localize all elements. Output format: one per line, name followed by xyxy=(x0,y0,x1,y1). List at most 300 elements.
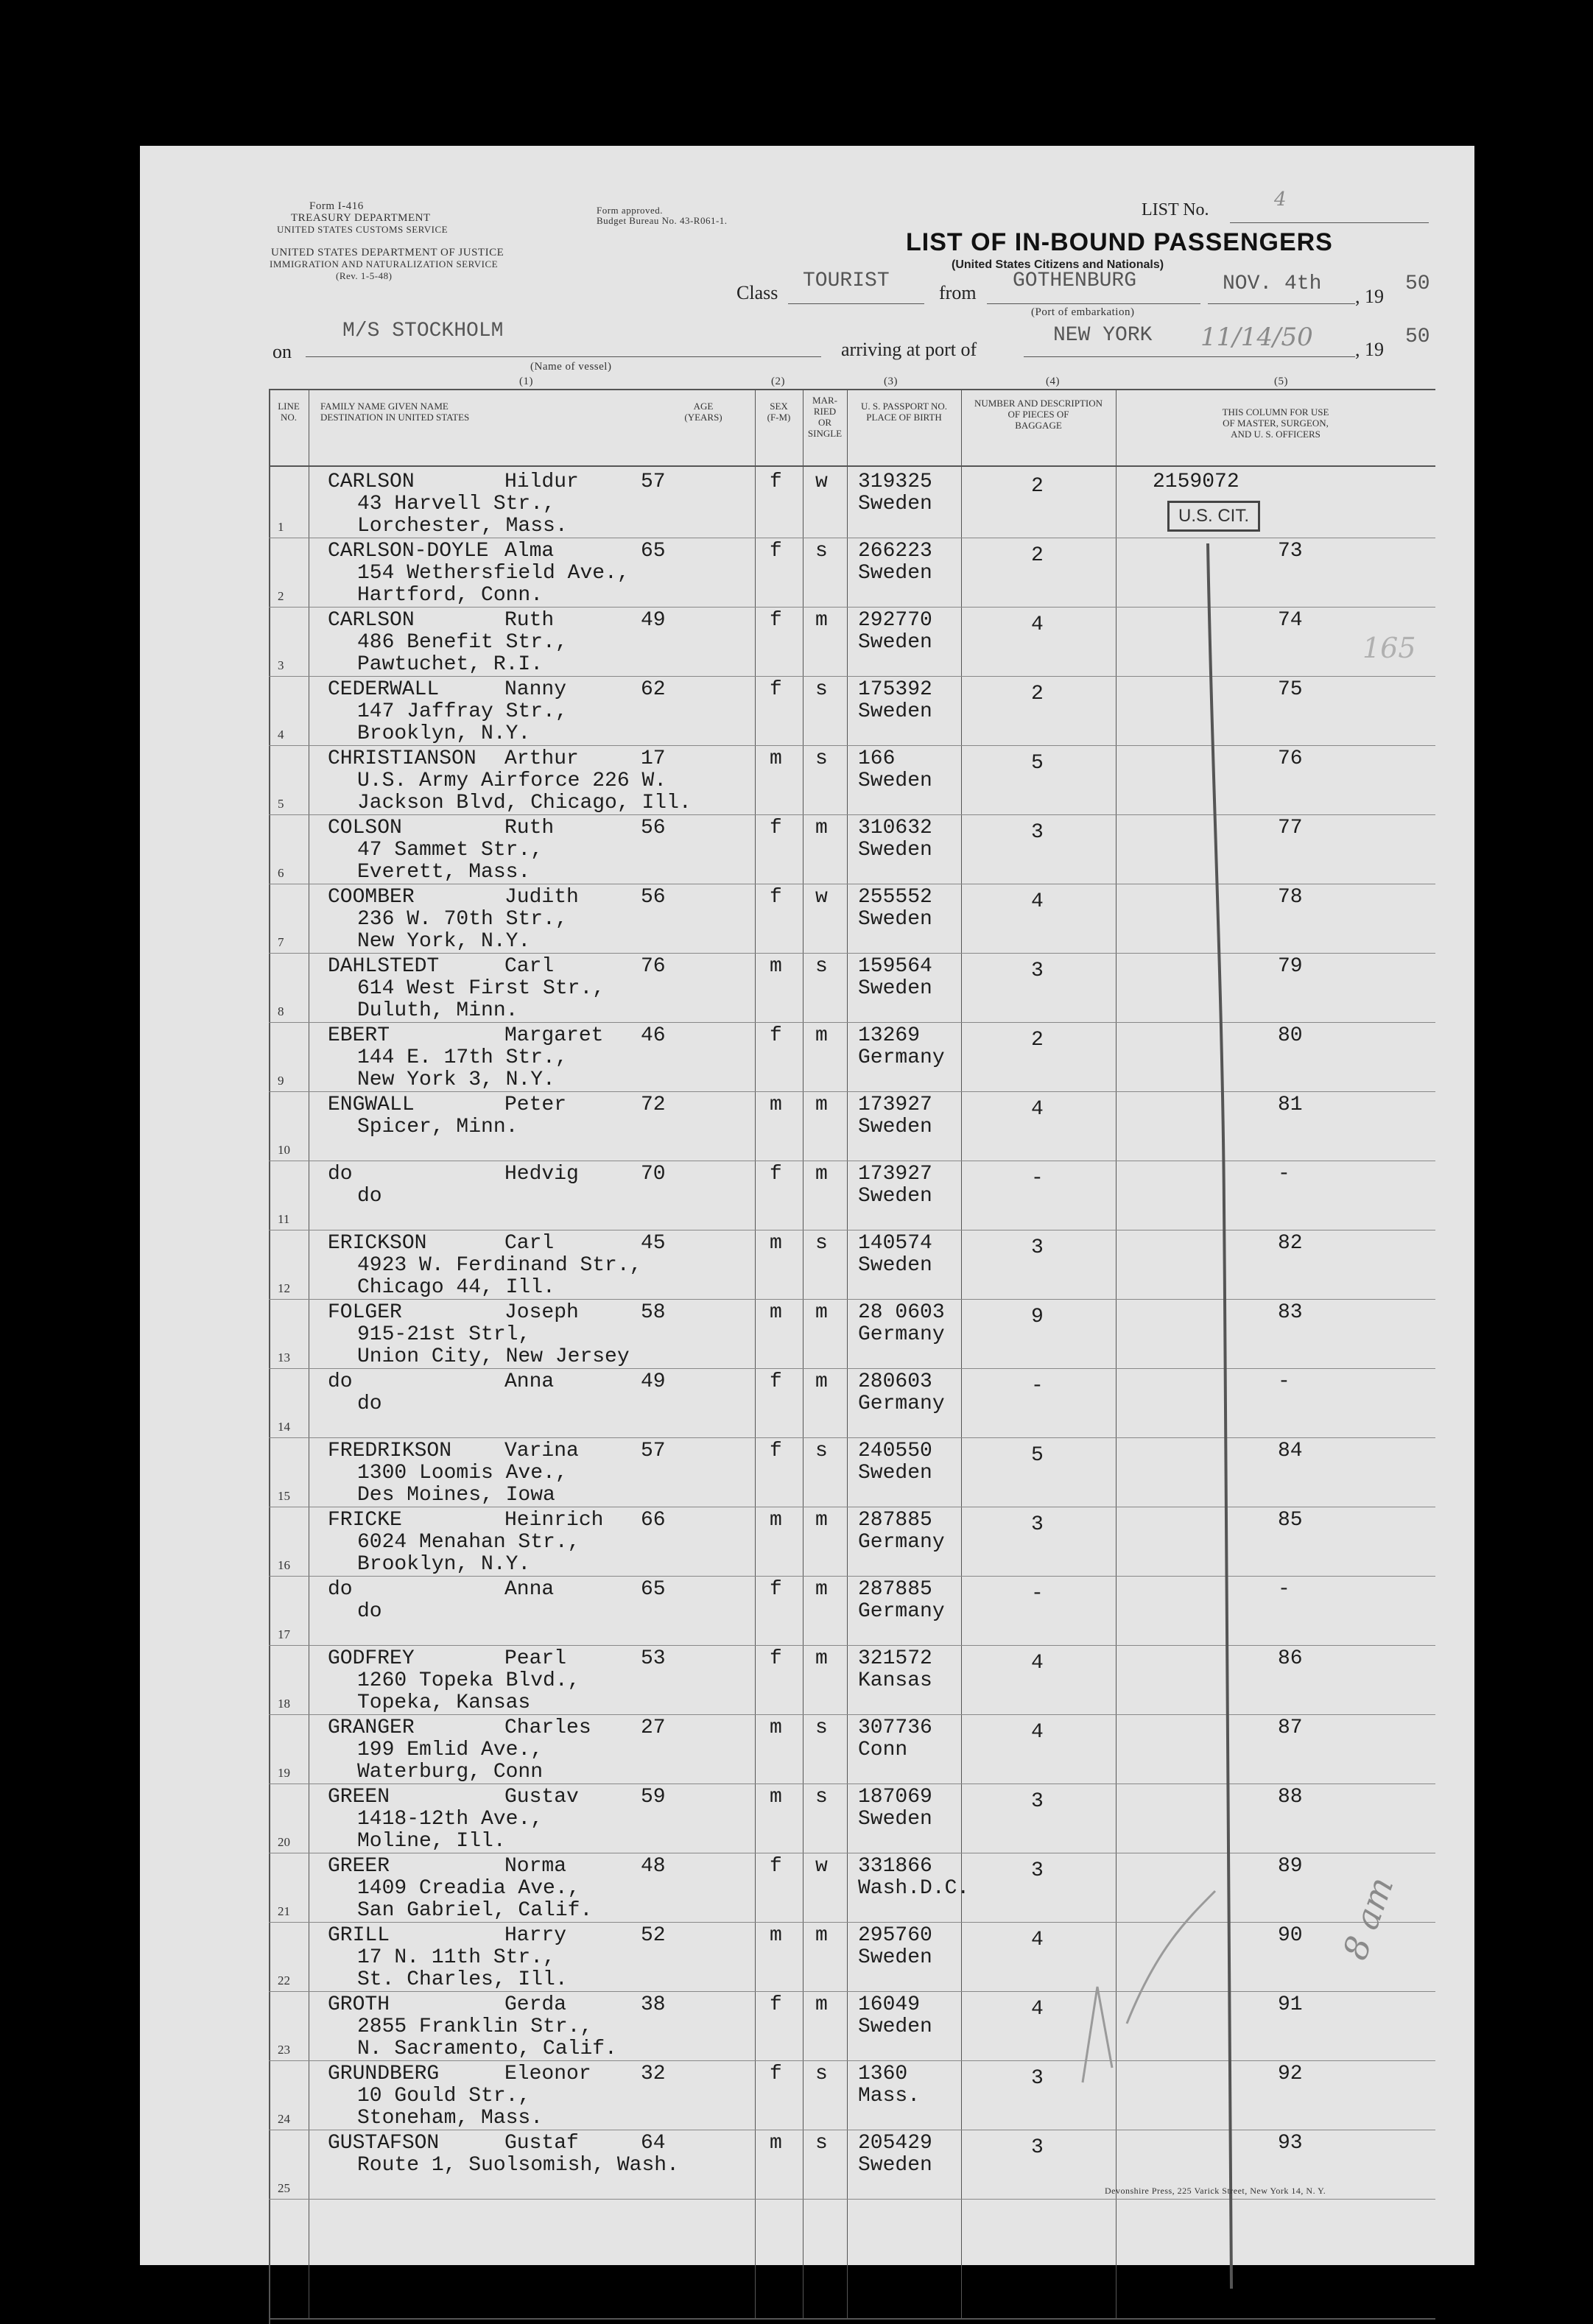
baggage-count: 3 xyxy=(1031,1236,1044,1259)
row-divider xyxy=(269,1714,1435,1715)
place-of-birth: Germany xyxy=(858,1323,945,1346)
line-number: 1 xyxy=(278,520,284,534)
header-line-no: LINE NO. xyxy=(278,401,300,423)
passport-number: 240550 xyxy=(858,1440,932,1462)
table-row xyxy=(269,885,1435,954)
officer-notes: 78 xyxy=(1278,886,1303,909)
baggage-count: - xyxy=(1031,1167,1044,1190)
header-age: AGE (YEARS) xyxy=(684,401,722,423)
passport-number: 13269 xyxy=(858,1024,921,1047)
officer-notes: - xyxy=(1278,1163,1290,1186)
sex: f xyxy=(770,1163,782,1186)
address-line-1: 17 N. 11th Str., xyxy=(357,1946,555,1969)
table-row xyxy=(269,1923,1435,1993)
age: 62 xyxy=(641,678,666,701)
officer-notes: 85 xyxy=(1278,1509,1303,1532)
customs-service: UNITED STATES CUSTOMS SERVICE xyxy=(277,224,449,235)
class-underline xyxy=(788,303,924,304)
class-label: Class xyxy=(736,282,778,303)
line-number: 20 xyxy=(278,1835,290,1849)
header-officers: THIS COLUMN FOR USE OF MASTER, SURGEON, AND U. S. OFFICERS xyxy=(1222,406,1329,440)
baggage-count: 3 xyxy=(1031,1513,1044,1536)
surname: CEDERWALL xyxy=(328,678,440,701)
table-row xyxy=(269,1993,1435,2062)
line-number: 23 xyxy=(278,2043,290,2057)
place-of-birth: Sweden xyxy=(858,562,932,585)
surname: do xyxy=(328,1370,353,1393)
sex: f xyxy=(770,817,782,839)
baggage-count: 2 xyxy=(1031,475,1044,498)
address-line-1: 1418-12th Ave., xyxy=(357,1808,544,1831)
given-name: Judith xyxy=(504,886,579,909)
given-name: Arthur xyxy=(504,747,579,770)
surname: ENGWALL xyxy=(328,1094,415,1116)
table-row xyxy=(269,677,1435,747)
given-name: Varina xyxy=(504,1440,579,1462)
passport-number: 321572 xyxy=(858,1647,932,1670)
address-line-1: 43 Harvell Str., xyxy=(357,493,555,515)
address-line-2: Everett, Mass. xyxy=(357,861,531,884)
baggage-count: 9 xyxy=(1031,1306,1044,1328)
officer-notes: 86 xyxy=(1278,1647,1303,1670)
table-row xyxy=(269,1577,1435,1647)
address-line-2: Waterburg, Conn xyxy=(357,1761,544,1784)
row-divider xyxy=(269,1368,1435,1369)
passport-number: 266223 xyxy=(858,540,932,563)
marital-status: s xyxy=(815,2063,828,2085)
row-divider xyxy=(269,953,1435,954)
arrival-date: 11/14/50 xyxy=(1200,323,1313,352)
marital-status: s xyxy=(815,2132,828,2155)
passport-number: 280603 xyxy=(858,1370,932,1393)
given-name: Gustav xyxy=(504,1786,579,1809)
place-of-birth: Sweden xyxy=(858,908,932,931)
age: 32 xyxy=(641,2063,666,2085)
row-divider xyxy=(269,1091,1435,1092)
form-number: Form I-416 xyxy=(309,200,364,212)
passport-number: 292770 xyxy=(858,609,932,632)
age: 76 xyxy=(641,955,666,978)
form-revision: (Rev. 1-5-48) xyxy=(336,270,393,281)
surname: do xyxy=(328,1578,353,1601)
given-name: Nanny xyxy=(504,678,567,701)
officer-notes: 92 xyxy=(1278,2063,1303,2085)
sailing-date: NOV. 4th xyxy=(1223,272,1322,295)
class-value: TOURIST xyxy=(803,270,890,292)
passport-number: 331866 xyxy=(858,1855,932,1878)
given-name: Ruth xyxy=(504,817,555,839)
age: 57 xyxy=(641,471,666,493)
line-number: 6 xyxy=(278,866,284,880)
given-name: Alma xyxy=(504,540,555,563)
port-embarkation: GOTHENBURG xyxy=(1013,270,1137,292)
place-of-birth: Sweden xyxy=(858,839,932,862)
table-row xyxy=(269,2062,1435,2131)
line-number: 24 xyxy=(278,2112,290,2126)
address-line-2: Stoneham, Mass. xyxy=(357,2107,544,2130)
address-line-1: 144 E. 17th Str., xyxy=(357,1046,568,1069)
passport-number: 307736 xyxy=(858,1716,932,1739)
sex: m xyxy=(770,1509,782,1532)
table-row xyxy=(269,608,1435,677)
address-line-2: Topeka, Kansas xyxy=(357,1691,531,1714)
line-number: 2 xyxy=(278,589,284,603)
vessel-underline xyxy=(306,356,821,357)
header-sex: SEX (F-M) xyxy=(767,401,791,423)
list-no-label: LIST No. xyxy=(1142,200,1209,219)
line-number: 3 xyxy=(278,658,284,672)
table-row xyxy=(269,1716,1435,1785)
on-label: on xyxy=(272,341,292,362)
sex: f xyxy=(770,1855,782,1878)
address-line-2: Jackson Blvd, Chicago, Ill. xyxy=(357,792,692,814)
arrival-year-prefix: , 19 xyxy=(1355,339,1384,360)
surname: GREER xyxy=(328,1855,390,1878)
table-row xyxy=(269,1300,1435,1370)
passport-number: 173927 xyxy=(858,1094,932,1116)
age: 56 xyxy=(641,817,666,839)
baggage-count: - xyxy=(1031,1582,1044,1605)
age: 53 xyxy=(641,1647,666,1670)
passport-number: 287885 xyxy=(858,1578,932,1601)
sex: f xyxy=(770,471,782,493)
sex: f xyxy=(770,609,782,632)
address-line-2: Chicago 44, Ill. xyxy=(357,1276,555,1299)
given-name: Hedvig xyxy=(504,1163,579,1186)
sex: m xyxy=(770,1716,782,1739)
table-row xyxy=(269,1508,1435,1577)
address-line-1: 6024 Menahan Str., xyxy=(357,1531,580,1554)
table-row xyxy=(269,816,1435,885)
passport-number: 287885 xyxy=(858,1509,932,1532)
baggage-count: 4 xyxy=(1031,613,1044,636)
passport-number: 205429 xyxy=(858,2132,932,2155)
table-row xyxy=(269,954,1435,1024)
passport-number: 187069 xyxy=(858,1786,932,1809)
place-of-birth: Germany xyxy=(858,1531,945,1554)
table-row xyxy=(269,539,1435,608)
header-passport: U. S. PASSPORT NO. PLACE OF BIRTH xyxy=(861,401,947,423)
us-citizen-stamp: U.S. CIT. xyxy=(1167,501,1260,532)
year-prefix: , 19 xyxy=(1355,286,1384,307)
col-number-4: (4) xyxy=(1046,376,1060,387)
age: 38 xyxy=(641,1993,666,2016)
age: 65 xyxy=(641,540,666,563)
line-number: 11 xyxy=(278,1212,290,1226)
col-number-2: (2) xyxy=(771,376,785,387)
table-row xyxy=(269,747,1435,816)
address-line-2: Duluth, Minn. xyxy=(357,999,518,1022)
age: 49 xyxy=(641,1370,666,1393)
surname: GREEN xyxy=(328,1786,390,1809)
sex: f xyxy=(770,1647,782,1670)
age: 58 xyxy=(641,1301,666,1324)
given-name: Gustaf xyxy=(504,2132,579,2155)
surname: FRICKE xyxy=(328,1509,402,1532)
sex: m xyxy=(770,747,782,770)
officer-notes: 79 xyxy=(1278,955,1303,978)
list-no-value: 4 xyxy=(1274,189,1287,211)
address-line-2: Pawtuchet, R.I. xyxy=(357,653,544,676)
marital-status: m xyxy=(815,1301,828,1324)
marital-status: m xyxy=(815,817,828,839)
baggage-count: 3 xyxy=(1031,959,1044,982)
marital-status: s xyxy=(815,1786,828,1809)
sex: m xyxy=(770,1232,782,1255)
line-number: 9 xyxy=(278,1074,284,1088)
row-divider xyxy=(269,2060,1435,2061)
budget-bureau: Budget Bureau No. 43-R061-1. xyxy=(597,215,728,226)
marital-status: m xyxy=(815,1509,828,1532)
table-row xyxy=(269,1647,1435,1716)
address-line-1: 236 W. 70th Str., xyxy=(357,908,568,931)
marital-status: w xyxy=(815,886,828,909)
surname: COLSON xyxy=(328,817,402,839)
baggage-count: 5 xyxy=(1031,1444,1044,1467)
surname: GRUNDBERG xyxy=(328,2063,440,2085)
given-name: Anna xyxy=(504,1370,555,1393)
row-divider xyxy=(269,607,1435,608)
age: 56 xyxy=(641,886,666,909)
surname: CHRISTIANSON xyxy=(328,747,477,770)
officer-notes: 75 xyxy=(1278,678,1303,701)
surname: do xyxy=(328,1163,353,1186)
arrival-port: NEW YORK xyxy=(1053,324,1153,347)
address-line-1: 486 Benefit Str., xyxy=(357,631,568,654)
age: 64 xyxy=(641,2132,666,2155)
place-of-birth: Wash.D.C. xyxy=(858,1877,970,1900)
age: 65 xyxy=(641,1578,666,1601)
sex: f xyxy=(770,678,782,701)
arrival-underline xyxy=(1024,356,1355,357)
row-divider xyxy=(269,1645,1435,1646)
given-name: Eleonor xyxy=(504,2063,591,2085)
place-of-birth: Mass. xyxy=(858,2085,921,2108)
marital-status: s xyxy=(815,1232,828,1255)
pencil-scribble xyxy=(1068,1876,1230,2097)
given-name: Anna xyxy=(504,1578,555,1601)
line-number: 16 xyxy=(278,1558,290,1572)
address-line-1: 4923 W. Ferdinand Str., xyxy=(357,1254,642,1277)
row-divider xyxy=(269,1922,1435,1923)
baggage-count: 4 xyxy=(1031,1998,1044,2021)
baggage-count: 4 xyxy=(1031,1652,1044,1675)
row-divider xyxy=(269,745,1435,746)
line-number: 7 xyxy=(278,935,284,949)
row-divider xyxy=(269,1437,1435,1438)
address-line-2: Union City, New Jersey xyxy=(357,1345,630,1368)
list-no-underline xyxy=(1230,222,1429,223)
sex: m xyxy=(770,1301,782,1324)
passport-number: 319325 xyxy=(858,471,932,493)
table-row xyxy=(269,1854,1435,1923)
year-value: 50 xyxy=(1405,272,1430,295)
document-title: LIST OF IN-BOUND PASSENGERS xyxy=(906,228,1333,256)
sex: f xyxy=(770,886,782,909)
marital-status: w xyxy=(815,471,828,493)
baggage-count: 5 xyxy=(1031,752,1044,775)
baggage-count: 2 xyxy=(1031,1029,1044,1052)
address-line-2: Lorchester, Mass. xyxy=(357,515,568,538)
row-divider xyxy=(269,676,1435,677)
age: 49 xyxy=(641,609,666,632)
marital-status: m xyxy=(815,1993,828,2016)
place-of-birth: Germany xyxy=(858,1046,945,1069)
officer-notes: 80 xyxy=(1278,1024,1303,1047)
given-name: Ruth xyxy=(504,609,555,632)
surname: COOMBER xyxy=(328,886,415,909)
row-divider xyxy=(269,1576,1435,1577)
port-embark-caption: (Port of embarkation) xyxy=(1031,306,1135,318)
officer-notes: 84 xyxy=(1278,1440,1303,1462)
header-married: MAR- RIED OR SINGLE xyxy=(807,395,843,439)
officer-notes: 2159072 xyxy=(1153,471,1239,493)
marital-status: m xyxy=(815,1024,828,1047)
header-name: FAMILY NAME GIVEN NAME DESTINATION IN UNITED STATES xyxy=(320,401,470,423)
sex: m xyxy=(770,2132,782,2155)
passport-number: 16049 xyxy=(858,1993,921,2016)
sex: f xyxy=(770,1993,782,2016)
surname: CARLSON-DOYLE xyxy=(328,540,489,563)
passport-number: 175392 xyxy=(858,678,932,701)
address-line-2: N. Sacramento, Calif. xyxy=(357,2038,617,2060)
line-number: 4 xyxy=(278,728,284,742)
address-line-1: U.S. Army Airforce 226 W. xyxy=(357,770,667,792)
place-of-birth: Sweden xyxy=(858,2015,932,2038)
officer-notes: 82 xyxy=(1278,1232,1303,1255)
surname: DAHLSTEDT xyxy=(328,955,440,978)
table-row xyxy=(269,1231,1435,1300)
passport-number: 28 0603 xyxy=(858,1301,945,1324)
baggage-count: 3 xyxy=(1031,2136,1044,2159)
marital-status: m xyxy=(815,1163,828,1186)
sex: f xyxy=(770,2063,782,2085)
surname: FOLGER xyxy=(328,1301,402,1324)
address-line-1: 2855 Franklin Str., xyxy=(357,2015,593,2038)
address-line-2: San Gabriel, Calif. xyxy=(357,1899,593,1922)
place-of-birth: Germany xyxy=(858,1600,945,1623)
table-row xyxy=(269,1162,1435,1231)
officer-notes: 88 xyxy=(1278,1786,1303,1809)
given-name: Carl xyxy=(504,955,555,978)
place-of-birth: Sweden xyxy=(858,1254,932,1277)
arriving-label: arriving at port of xyxy=(841,339,977,360)
line-number: 21 xyxy=(278,1904,290,1918)
officer-notes: 77 xyxy=(1278,817,1303,839)
line-number: 17 xyxy=(278,1627,290,1641)
line-number: 12 xyxy=(278,1281,290,1295)
marital-status: s xyxy=(815,955,828,978)
line-number: 15 xyxy=(278,1489,290,1503)
given-name: Norma xyxy=(504,1855,567,1878)
baggage-count: 3 xyxy=(1031,1790,1044,1813)
place-of-birth: Sweden xyxy=(858,631,932,654)
line-number: 19 xyxy=(278,1766,290,1780)
surname: ERICKSON xyxy=(328,1232,427,1255)
officer-notes: 93 xyxy=(1278,2132,1303,2155)
baggage-count: 4 xyxy=(1031,1098,1044,1121)
passport-number: 1360 xyxy=(858,2063,908,2085)
age: 52 xyxy=(641,1924,666,1947)
marital-status: s xyxy=(815,747,828,770)
table-row xyxy=(269,1024,1435,1093)
place-of-birth: Sweden xyxy=(858,1462,932,1485)
from-underline xyxy=(987,303,1200,304)
place-of-birth: Sweden xyxy=(858,770,932,792)
marital-status: s xyxy=(815,1440,828,1462)
header-baggage: NUMBER AND DESCRIPTION OF PIECES OF BAGGAGE xyxy=(974,398,1103,431)
table-row xyxy=(269,1439,1435,1508)
place-of-birth: Conn xyxy=(858,1739,908,1761)
age: 57 xyxy=(641,1440,666,1462)
address-line-1: 1409 Creadia Ave., xyxy=(357,1877,580,1900)
place-of-birth: Sweden xyxy=(858,1808,932,1831)
sex: f xyxy=(770,540,782,563)
passport-number: 166 xyxy=(858,747,896,770)
officer-notes: 87 xyxy=(1278,1716,1303,1739)
row-divider xyxy=(269,1299,1435,1300)
age: 59 xyxy=(641,1786,666,1809)
officer-notes: - xyxy=(1278,1370,1290,1393)
surname: GROTH xyxy=(328,1993,390,2016)
table-top-border xyxy=(269,389,1435,390)
header-bottom-rule xyxy=(269,465,1435,467)
given-name: Carl xyxy=(504,1232,555,1255)
passport-number: 159564 xyxy=(858,955,932,978)
sex: m xyxy=(770,1924,782,1947)
address-line-2: New York 3, N.Y. xyxy=(357,1068,555,1091)
baggage-count: 2 xyxy=(1031,683,1044,705)
place-of-birth: Sweden xyxy=(858,1185,932,1208)
marital-status: m xyxy=(815,609,828,632)
row-divider xyxy=(269,814,1435,815)
address-line-2: New York, N.Y. xyxy=(357,930,531,953)
marital-status: m xyxy=(815,1578,828,1601)
address-line-1: do xyxy=(357,1185,382,1208)
surname: GUSTAFSON xyxy=(328,2132,440,2155)
address-line-2: Hartford, Conn. xyxy=(357,584,544,607)
vessel-name: M/S STOCKHOLM xyxy=(342,320,504,342)
baggage-count: 3 xyxy=(1031,2067,1044,2090)
address-line-1: 147 Jaffray Str., xyxy=(357,700,568,723)
given-name: Peter xyxy=(504,1094,567,1116)
table-bottom-border xyxy=(269,2318,1435,2320)
sex: f xyxy=(770,1578,782,1601)
address-line-1: 1300 Loomis Ave., xyxy=(357,1462,568,1485)
place-of-birth: Sweden xyxy=(858,2154,932,2177)
row-divider xyxy=(269,1991,1435,1992)
row-divider xyxy=(269,1022,1435,1023)
marital-status: m xyxy=(815,1094,828,1116)
passport-number: 173927 xyxy=(858,1163,932,1186)
marital-status: s xyxy=(815,540,828,563)
age: 72 xyxy=(641,1094,666,1116)
marital-status: m xyxy=(815,1647,828,1670)
given-name: Harry xyxy=(504,1924,567,1947)
officer-notes: 91 xyxy=(1278,1993,1303,2016)
officer-notes: - xyxy=(1278,1578,1290,1601)
line-number: 18 xyxy=(278,1697,290,1711)
address-line-1: 614 West First Str., xyxy=(357,977,605,1000)
age: 48 xyxy=(641,1855,666,1878)
officer-notes: 73 xyxy=(1278,540,1303,563)
date-underline xyxy=(1208,303,1355,304)
address-line-2: Brooklyn, N.Y. xyxy=(357,722,531,745)
form-approved: Form approved. xyxy=(597,205,664,216)
address-line-2: Brooklyn, N.Y. xyxy=(357,1553,531,1576)
surname: CARLSON xyxy=(328,609,415,632)
baggage-count: 2 xyxy=(1031,544,1044,567)
